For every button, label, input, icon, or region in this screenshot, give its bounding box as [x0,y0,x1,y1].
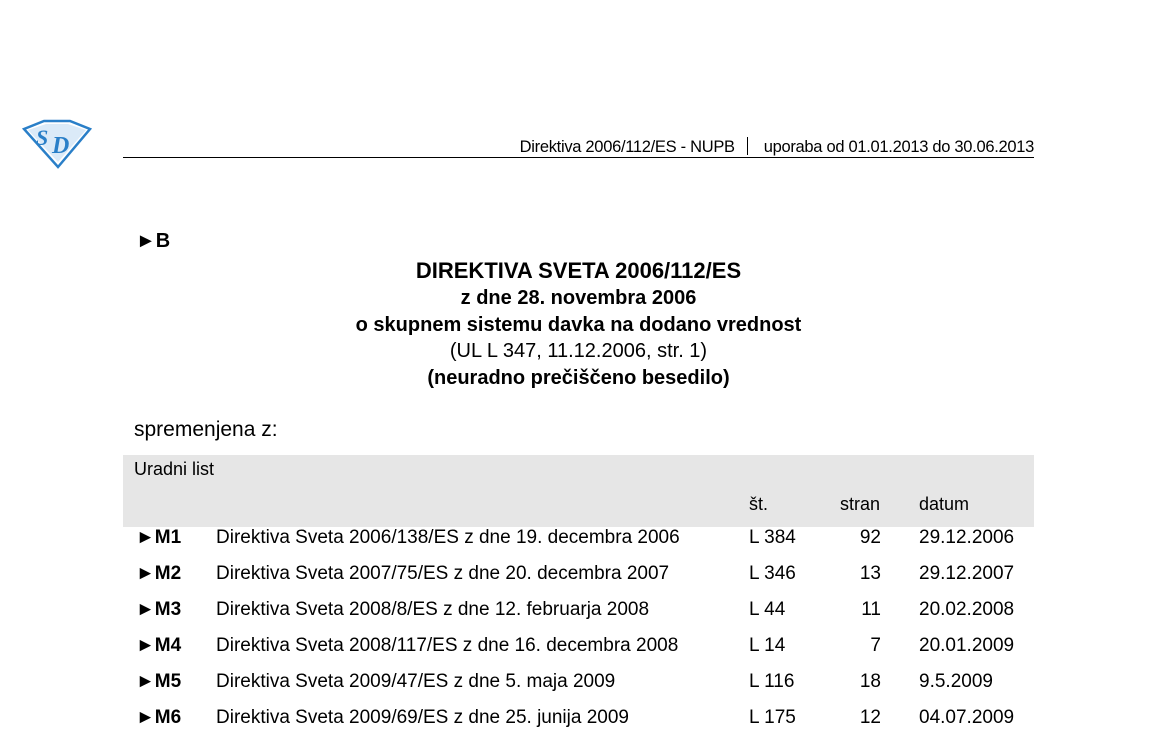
row-marker: ►M6 [136,707,182,728]
svg-text:S: S [36,125,49,150]
column-header-page: stran [840,494,881,514]
row-page: 92 [859,527,881,548]
column-header-number: št. [749,494,769,514]
header-doc-label: Direktiva 2006/112/ES - NUPB [519,138,735,156]
table-row [123,707,1034,743]
document-subject: o skupnem sistemu davka na dodano vrednost [355,313,802,336]
row-page: 12 [859,707,881,728]
row-page: 7 [870,635,881,656]
svg-text:D: D [52,133,70,159]
row-marker: ►M4 [136,635,182,656]
row-number: L 346 [749,563,796,584]
row-title: Direktiva Sveta 2009/47/ES z dne 5. maja 2009 [216,671,616,692]
row-number: L 14 [749,635,786,656]
document-reference: (UL L 347, 11.12.2006, str. 1) [449,340,708,362]
row-marker: ►M2 [136,563,182,584]
row-number: L 116 [749,671,795,692]
header-separator [747,137,748,155]
row-title: Direktiva Sveta 2009/69/ES z dne 25. junija 2009 [216,707,629,728]
document-date: z dne 28. novembra 2006 [460,287,697,309]
table-header [123,455,1034,527]
running-header [520,137,1034,157]
row-page: 18 [859,671,881,692]
marker-b: ►B [136,230,171,252]
logo-icon [22,117,92,171]
row-page: 11 [861,599,881,620]
header-rule [123,157,1034,158]
table-row [123,527,1034,563]
table-row [123,563,1034,599]
row-title: Direktiva Sveta 2006/138/ES z dne 19. decembra 2006 [216,527,680,548]
table-row [123,671,1034,707]
row-marker: ►M3 [136,599,182,620]
table-row [123,599,1034,635]
row-marker: ►M5 [136,671,182,692]
row-number: L 384 [749,527,796,548]
header-validity: uporaba od 01.01.2013 do 30.06.2013 [763,138,1034,156]
row-date: 9.5.2009 [919,671,993,692]
amended-by-label: spremenjena z: [134,418,278,441]
row-date: 20.02.2008 [919,599,1015,620]
column-header-date: datum [919,494,970,514]
row-title: Direktiva Sveta 2008/8/ES z dne 12. februarja 2008 [216,599,650,620]
row-page: 13 [859,563,881,584]
table-row [123,635,1034,671]
row-date: 04.07.2009 [919,707,1015,728]
row-title: Direktiva Sveta 2007/75/ES z dne 20. decembra 2007 [216,563,670,584]
row-date: 29.12.2007 [919,563,1015,584]
amendments-table [123,527,1034,743]
document-note: (neuradno prečiščeno besedilo) [427,366,730,389]
row-number: L 175 [749,707,796,728]
row-marker: ►M1 [136,527,182,548]
row-title: Direktiva Sveta 2008/117/ES z dne 16. decembra 2008 [216,635,679,656]
row-number: L 44 [749,599,786,620]
document-title-block [123,257,1034,391]
group-header-uradni-list: Uradni list [134,459,215,479]
document-title: DIREKTIVA SVETA 2006/112/ES [415,258,742,283]
row-date: 29.12.2006 [919,527,1015,548]
row-date: 20.01.2009 [919,635,1015,656]
